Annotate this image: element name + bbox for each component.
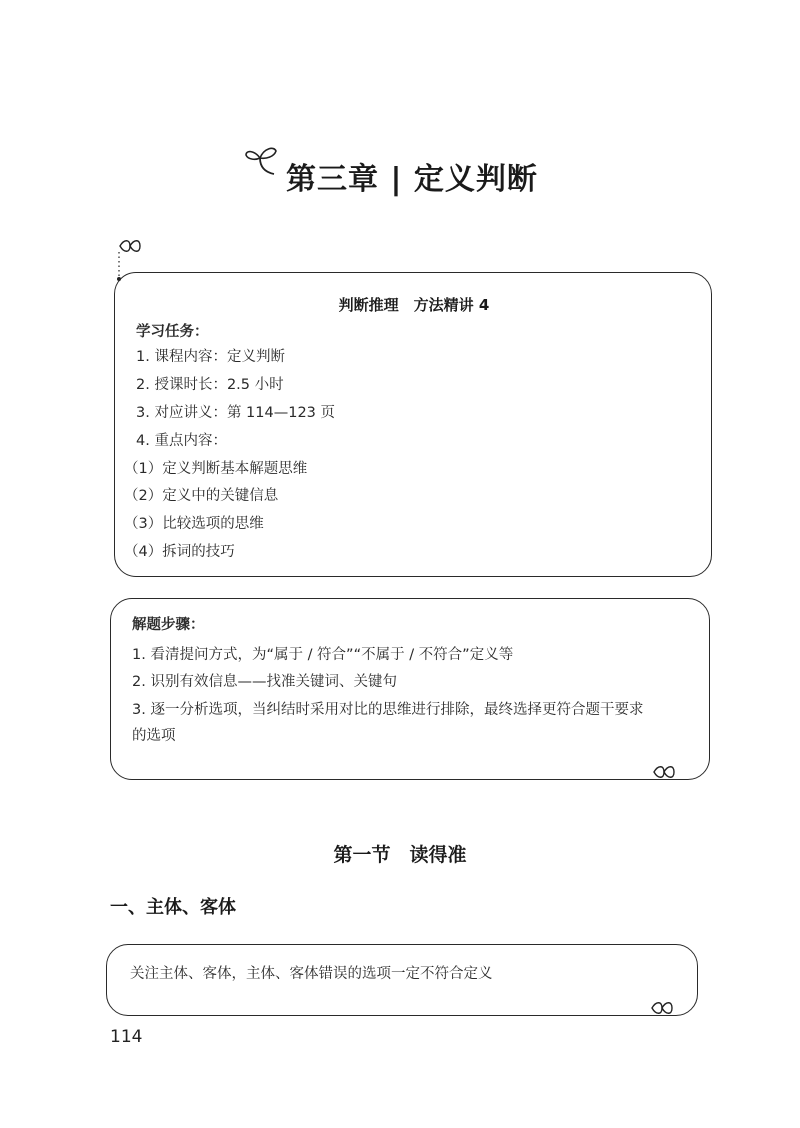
task-item: （4）拆词的技巧 bbox=[124, 544, 235, 560]
subsection-heading: 一、主体、客体 bbox=[110, 897, 236, 918]
box-title: 判断推理 方法精讲 4 bbox=[338, 296, 490, 314]
page-number: 114 bbox=[110, 1027, 143, 1047]
task-item: 4. 重点内容： bbox=[136, 433, 227, 449]
leaf-icon bbox=[650, 1000, 676, 1016]
note-text: 关注主体、客体，主体、客体错误的选项一定不符合定义 bbox=[130, 966, 493, 982]
steps-heading: 解题步骤： bbox=[132, 617, 205, 633]
leaf-icon bbox=[652, 764, 678, 780]
task-item: （3）比较选项的思维 bbox=[124, 516, 264, 532]
step-item: 3. 逐一分析选项，当纠结时采用对比的思维进行排除，最终选择更符合题干要求 bbox=[132, 702, 644, 718]
task-item: 3. 对应讲义：第 114—123 页 bbox=[136, 405, 336, 421]
section-title: 第一节 读得准 bbox=[333, 844, 467, 866]
step-item: 2. 识别有效信息——找准关键词、关键句 bbox=[132, 674, 397, 690]
task-item: 2. 授课时长：2.5 小时 bbox=[136, 377, 284, 393]
task-heading: 学习任务： bbox=[136, 324, 209, 340]
step-item: 1. 看清提问方式，为“属于 / 符合”“不属于 / 不符合”定义等 bbox=[132, 647, 514, 663]
task-item: （2）定义中的关键信息 bbox=[124, 488, 279, 504]
sprout-icon bbox=[244, 140, 284, 180]
step-item: 的选项 bbox=[132, 728, 176, 744]
chapter-title: 第三章 | 定义判断 bbox=[286, 162, 538, 197]
task-item: （1）定义判断基本解题思维 bbox=[124, 461, 308, 477]
task-item: 1. 课程内容：定义判断 bbox=[136, 349, 285, 365]
